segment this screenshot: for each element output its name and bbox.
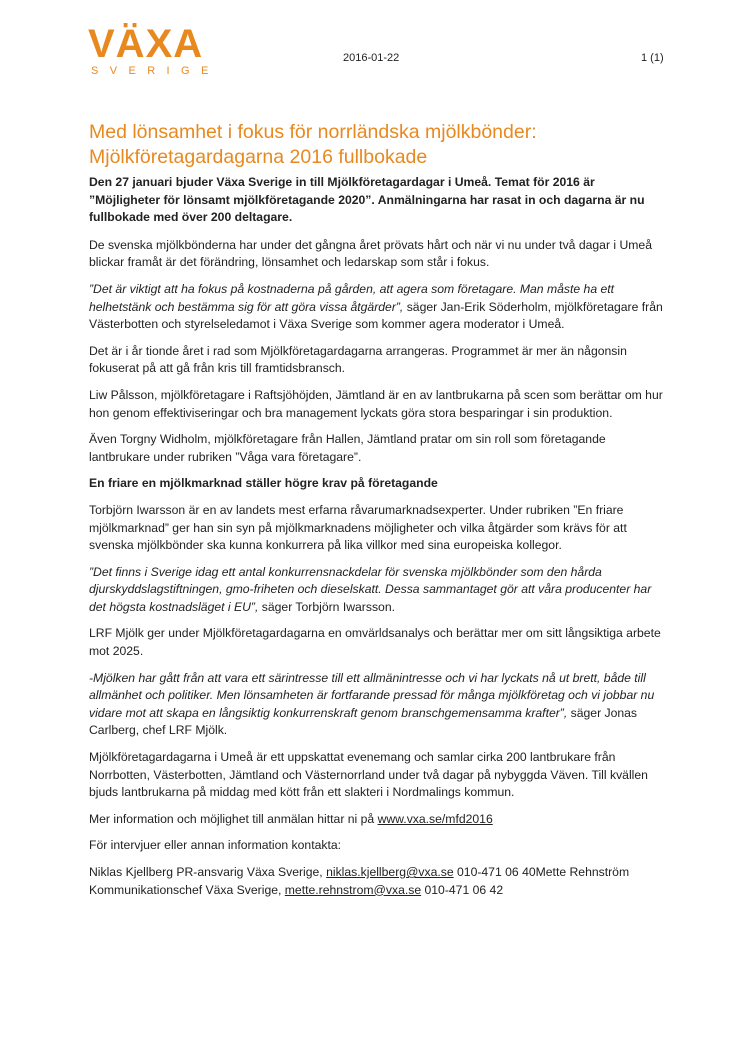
quote-soderholm: ”Det är viktigt att ha fokus på kostnaderna på gården, att agera som företagare. Man måste ha ett helhetstänk och bestämma sig för att göra vissa åtgärder”, [89,281,615,314]
contact-2-email-link[interactable]: mette.rehnstrom@vxa.se [284,882,422,897]
contact-1-text: Niklas Kjellberg PR-ansvarig Växa Sverige, [89,865,327,879]
paragraph-6: Torbjörn Iwarsson är en av landets mest erfarna råvarumarknadsexperter. Under rubriken ”En friare mjölkmarknad” ger han sin syn på mjölkmarknadens möjligheter och vilka åtgärder som krävs för att svenska mjölkbönder ska kunna konkurrera på lika villkor med sina europeiska kollegor. [89,502,627,553]
quote-carlberg: -Mjölken har gått från att vara ett särintresse till ett allmänintresse och vi har lyckats nå ut brett, både till allmänhet och politiker. Men lönsamheten är fortfarande pressad för många mjölkföretag och vi jobbar nu vidare mot att skapa en långsiktig konkurrenskraft genom branschgemensamma krafter”, [89,670,655,720]
contact-1-phone: 010-471 06 40 [453,865,536,879]
contact-1-email-link[interactable]: niklas.kjellberg@vxa.se [326,865,454,879]
press-release-body [89,120,664,908]
attribution-carlberg: säger Jonas Carlberg, chef LRF Mjölk. [89,705,638,738]
registration-link[interactable]: www.vxa.se/mfd2016 [377,811,493,826]
paragraph-4: Liw Pålsson, mjölkföretagare i Raftsjöhöjden, Jämtland är en av lantbrukarna på scen som berättar om hur hon genom effektiviseringar och bra management lyckats göra stora besparingar i sin produktion. [89,387,663,420]
paragraph-9 [89,670,664,740]
paragraph-1: De svenska mjölkbönderna har under det gångna året prövats hårt och när vi nu under två dagar i Umeå blickar framåt är det förändring, lönsamhet och ledarskap som står i fokus. [89,237,652,270]
info-text: Mer information och möjlighet till anmälan hittar ni på [89,811,378,826]
paragraph-12: För intervjuer eller annan information kontakta: [89,838,342,853]
lead-paragraph: Den 27 januari bjuder Växa Sverige in till Mjölkföretagardagar i Umeå. Temat för 2016 är ”Möjligheter för lönsamt mjölkföretagande 2020”. Anmälningarna har rasat in och dagarna är nu fullbokade med över 200 deltagare. [89,175,645,225]
page-title: Med lönsamhet i fokus för norrländska mjölkbönder: Mjölkföretagardagarna 2016 fullbokade [89,121,537,168]
contact-block [89,864,664,899]
vaxa-sverige-logo [88,22,220,80]
logo-wordmark: VÄXA [88,22,204,66]
contact-2-phone: 010-471 06 42 [421,882,504,897]
quote-iwarsson: ”Det finns i Sverige idag ett antal konkurrensnackdelar för svenska mjölkbönder som den hårda djurskyddslagstiftningen, gmo-friheten och dieselskatt. Dessa sammantaget gör att våra producenter har det högsta kostnadsläget i EU”, [89,564,652,614]
paragraph-5: Även Torgny Widholm, mjölkföretagare från Hallen, Jämtland pratar om sin roll som företagande lantbrukare under rubriken ”Våga vara företagare”. [89,432,606,464]
paragraph-11 [89,811,664,829]
attribution-soderholm: säger Jan-Erik Söderholm, mjölkföretagare från Västerbotten och styrelseledamot i Växa Sverige som kommer agera moderator i Umeå. [89,299,663,332]
section-subheading: En friare en mjölkmarknad ställer högre krav på företagande [89,476,438,491]
document-date: 2016-01-22 [343,52,400,64]
page-number: 1 (1) [641,52,664,64]
logo-subtitle: SVERIGE [91,65,220,77]
attribution-iwarsson: säger Torbjörn Iwarsson. [258,599,395,614]
contact-2-text: Mette Rehnström Kommunikationschef Växa Sverige, [89,865,630,897]
paragraph-8: LRF Mjölk ger under Mjölkföretagardagarna en omvärldsanalys och berättar mer om sitt långsiktiga arbete mot 2025. [89,626,661,659]
paragraph-3: Det är i år tionde året i rad som Mjölkföretagardagarna arrangeras. Programmet är mer än någonsin fokuserat på att gå från kris till framtidsbransch. [89,343,627,376]
paragraph-7 [89,564,664,617]
paragraph-2 [89,281,664,334]
paragraph-10: Mjölkföretagardagarna i Umeå är ett uppskattat evenemang och samlar cirka 200 lantbrukare från Norrbotten, Västerbotten, Jämtland och Västernorrland under två dagar på nybyggda Väven. Till kvällen bjuds lantbrukarna på middag med kött från ett slakteri i Nordmalings kommun. [89,750,648,800]
